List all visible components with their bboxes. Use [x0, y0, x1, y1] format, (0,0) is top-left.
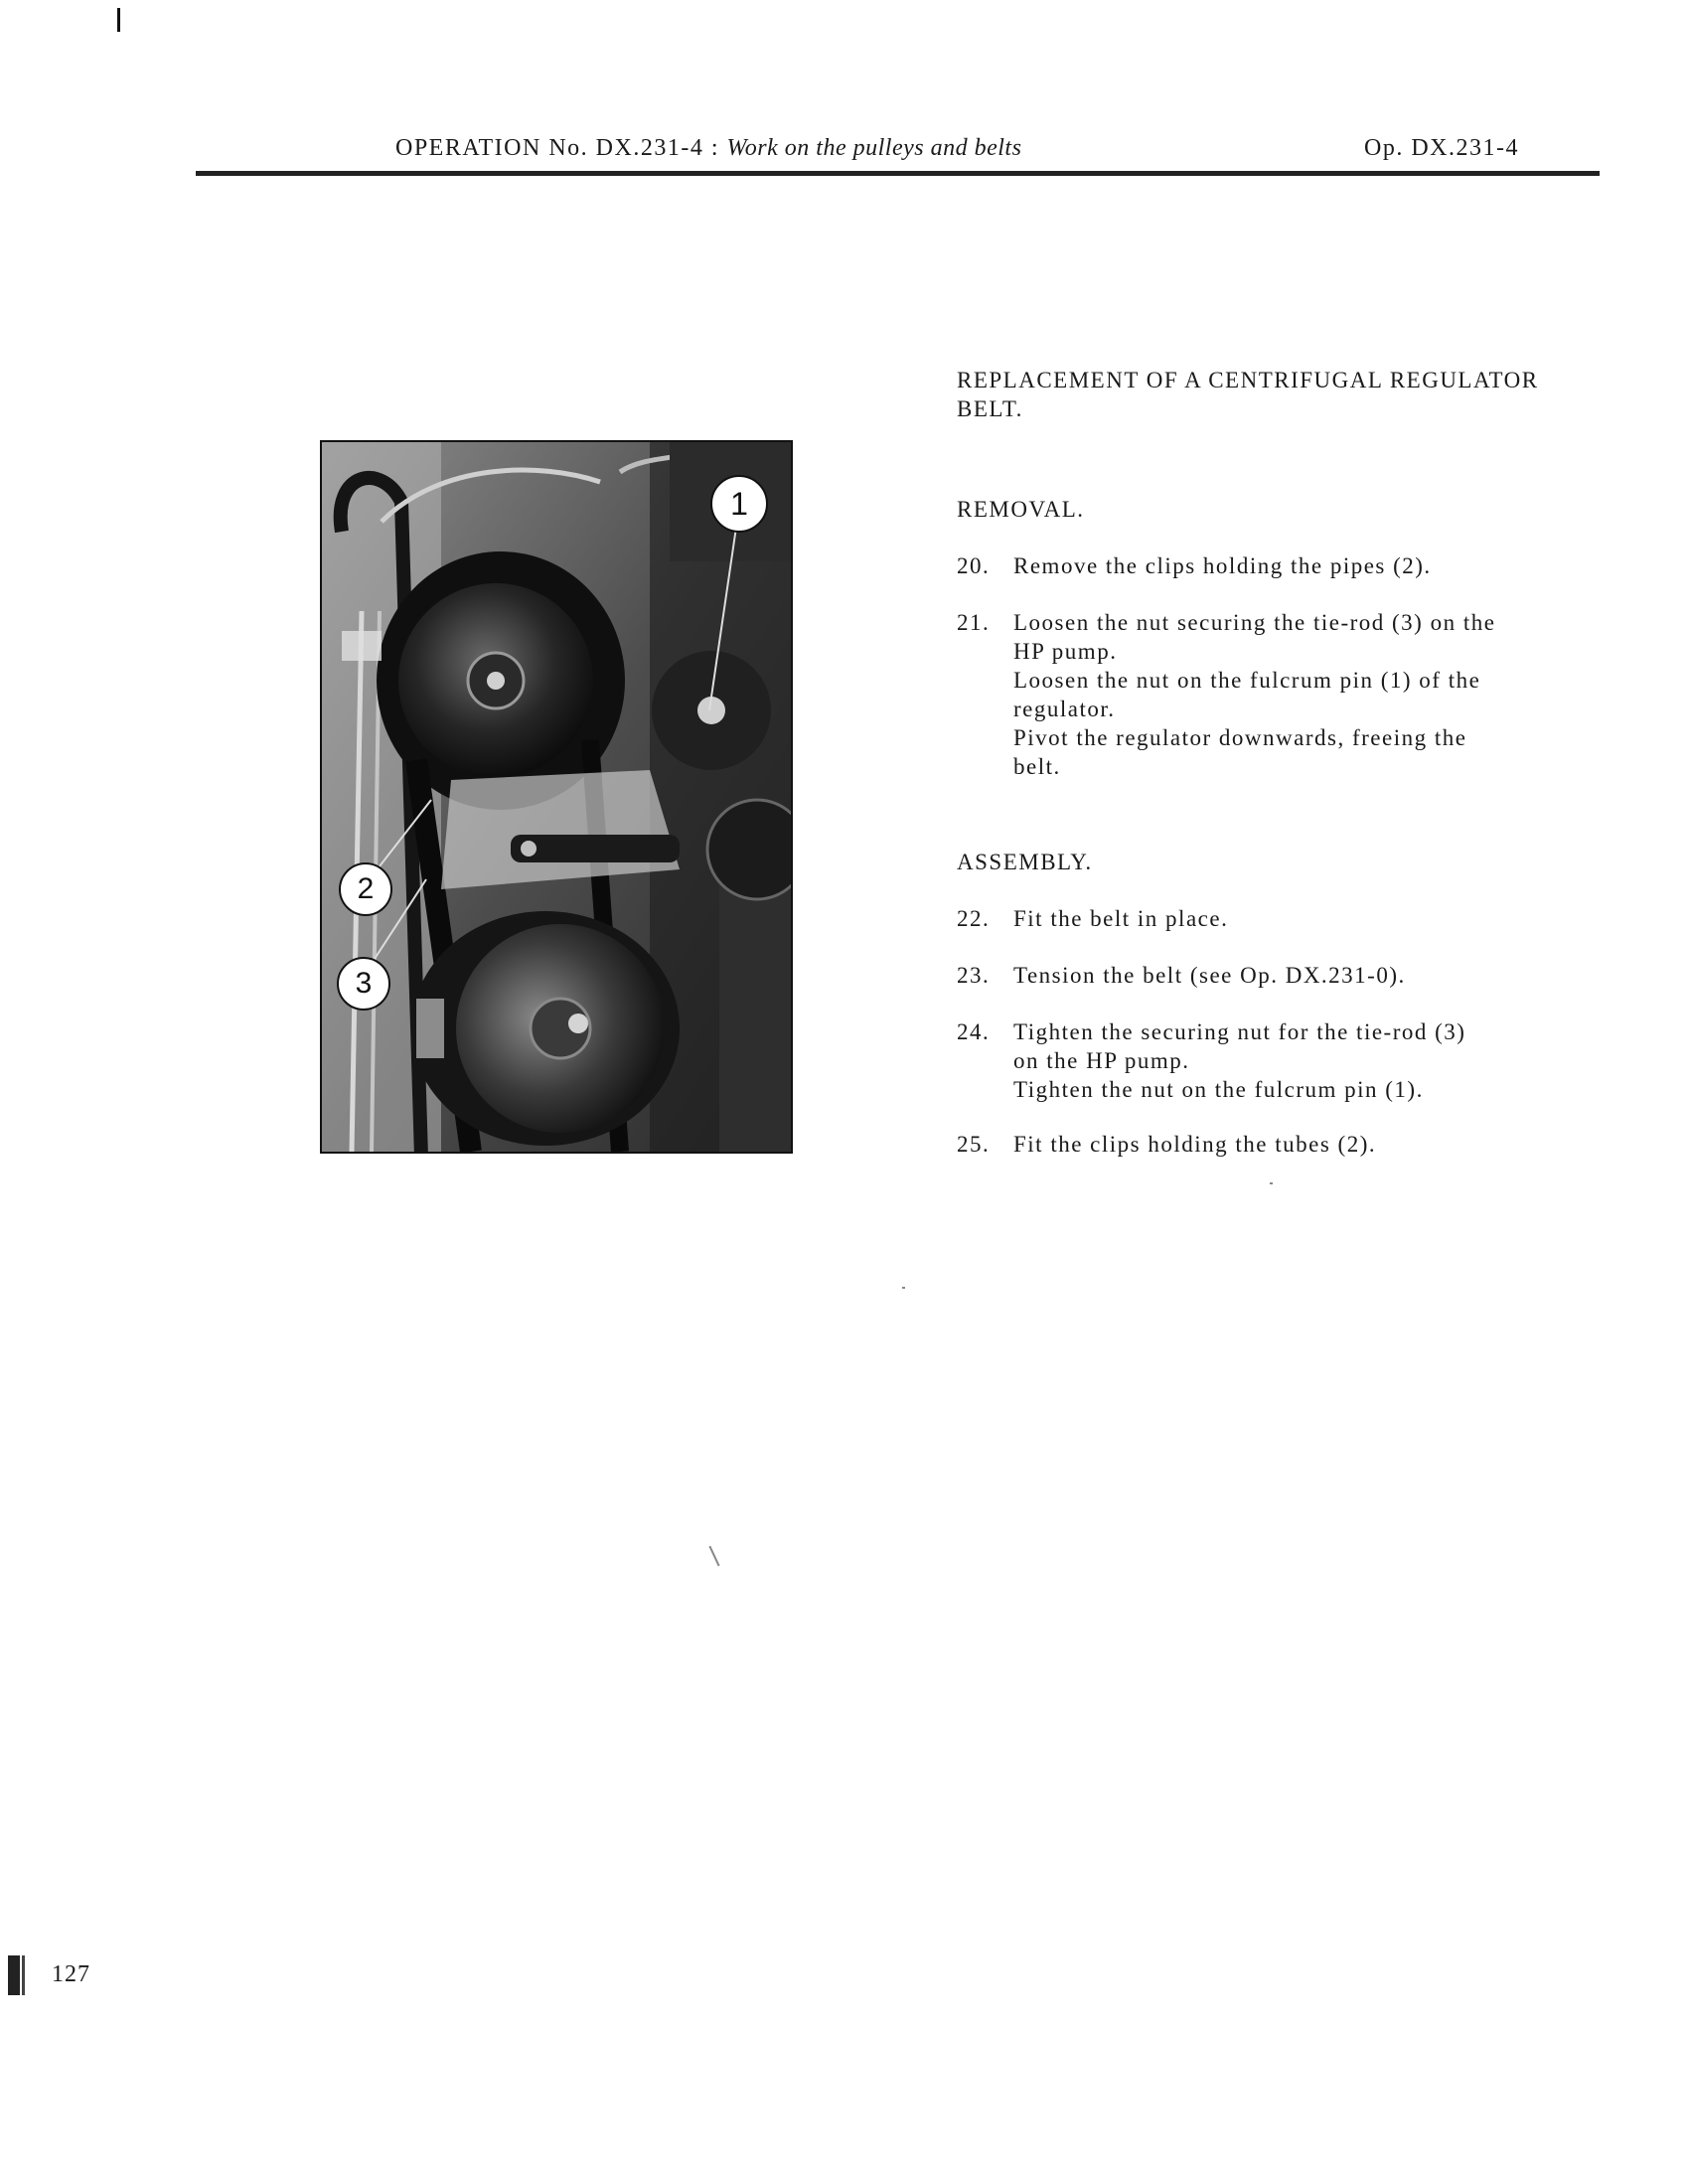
- step-line: Remove the clips holding the pipes (2).: [1013, 553, 1432, 578]
- scan-speck: [708, 1546, 719, 1567]
- operation-header: [395, 135, 1021, 162]
- step-number: 23.: [957, 963, 991, 988]
- operation-title: Work on the pulleys and belts: [726, 135, 1022, 161]
- step-number: 22.: [957, 906, 991, 931]
- callout-1: 1: [730, 486, 748, 522]
- step-line: Loosen the nut on the fulcrum pin (1) of the: [1013, 668, 1481, 693]
- step-line: Tighten the securing nut for the tie-rod (3): [1013, 1019, 1466, 1044]
- step-line: Pivot the regulator downwards, freeing the: [1013, 725, 1467, 750]
- step-line: Fit the clips holding the tubes (2).: [1013, 1132, 1377, 1157]
- step-line: belt.: [1013, 754, 1061, 779]
- assembly-heading: ASSEMBLY.: [957, 850, 1093, 874]
- section-heading-line: BELT.: [957, 396, 1023, 421]
- scan-speck: [1270, 1182, 1273, 1184]
- step-line: Fit the belt in place.: [1013, 906, 1229, 931]
- step-text: [1013, 961, 1619, 990]
- step-line: on the HP pump.: [1013, 1048, 1190, 1073]
- step-line: HP pump.: [1013, 639, 1118, 664]
- step-line: Loosen the nut securing the tie-rod (3) on the: [1013, 610, 1496, 635]
- step-line: Tension the belt (see Op. DX.231-0).: [1013, 963, 1406, 988]
- header-rule: [196, 171, 1600, 176]
- engine-photo: [320, 440, 793, 1154]
- margin-tick: [117, 8, 120, 32]
- operation-reference: Op. DX.231-4: [1364, 135, 1519, 161]
- operation-label: OPERATION No. DX.231-4 :: [395, 135, 719, 161]
- step-text: [1013, 1130, 1619, 1159]
- step-line: Tighten the nut on the fulcrum pin (1).: [1013, 1077, 1424, 1102]
- step-number: 20.: [957, 553, 991, 578]
- section-heading-line: REPLACEMENT OF A CENTRIFUGAL REGULATOR: [957, 368, 1539, 392]
- step-text: [1013, 608, 1619, 781]
- step-line: regulator.: [1013, 697, 1116, 721]
- scan-speck: [902, 1287, 905, 1289]
- step-number: 24.: [957, 1019, 991, 1044]
- page-margin-bar: [8, 1955, 20, 1995]
- step-text: [1013, 551, 1619, 580]
- callout-3: 3: [355, 967, 373, 1000]
- page-number: 127: [52, 1961, 90, 1987]
- step-text: [1013, 1017, 1619, 1104]
- step-number: 25.: [957, 1132, 991, 1157]
- page-margin-bar: [22, 1955, 25, 1995]
- step-number: 21.: [957, 610, 991, 635]
- removal-heading: REMOVAL.: [957, 497, 1085, 522]
- step-text: [1013, 904, 1619, 933]
- section-heading: [957, 366, 1632, 423]
- callout-2: 2: [357, 872, 375, 905]
